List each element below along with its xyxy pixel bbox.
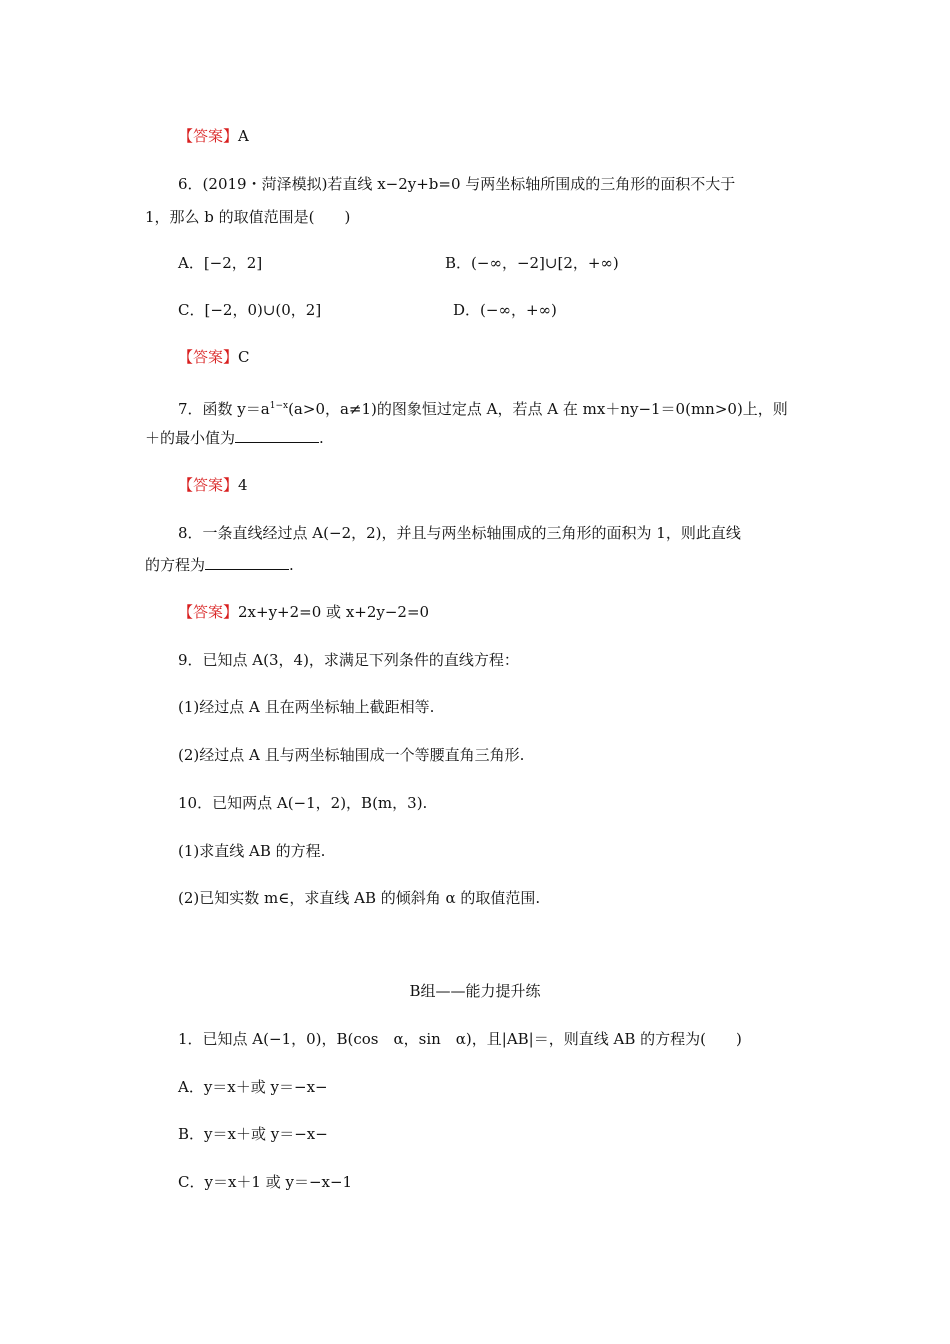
question-7-exponent: 1−x: [269, 401, 289, 411]
question-7-text-c: ＋的最小值为: [145, 429, 236, 447]
question-10-part-1: (1)求直线 AB 的方程.: [178, 842, 326, 860]
answer-tag: 【答案】: [178, 603, 239, 621]
answer-line-8: [178, 602, 429, 622]
question-7-text-a: 7．函数 y＝a: [178, 400, 270, 418]
question-6-option-c: C．[−2，0)∪(0，2]: [178, 301, 322, 319]
b-question-1-option-a: A．y＝x＋或 y＝−x−: [178, 1078, 328, 1096]
answer-tag: 【答案】: [178, 127, 239, 145]
answer-line-6: [178, 347, 250, 367]
section-b-title: B组——能力提升练: [409, 982, 541, 1000]
question-7-line-1: [178, 396, 788, 419]
answer-value: A: [238, 127, 249, 145]
answer-tag: 【答案】: [178, 476, 239, 494]
answer-line-5: [178, 126, 249, 146]
question-8-period: .: [289, 556, 294, 574]
question-6-line-2: 1，那么 b 的取值范围是( ): [145, 208, 351, 226]
question-10-stem: 10．已知两点 A(−1，2)，B(m，3).: [178, 794, 428, 812]
question-6-option-d: D．(−∞，+∞): [453, 301, 557, 319]
question-8-text: 的方程为: [145, 556, 206, 574]
question-7-period: .: [319, 429, 324, 447]
answer-value: 2x+y+2=0 或 x+2y−2=0: [238, 603, 430, 621]
answer-blank[interactable]: [205, 555, 289, 570]
question-9-part-1: (1)经过点 A 且在两坐标轴上截距相等.: [178, 698, 435, 716]
b-question-1-option-b: B．y＝x＋或 y＝−x−: [178, 1125, 328, 1143]
answer-line-7: [178, 475, 248, 495]
question-8-line-2: [145, 555, 294, 575]
question-6-option-b: B．(−∞，−2]∪[2，+∞): [445, 254, 619, 272]
question-8-line-1: 8．一条直线经过点 A(−2，2)，并且与两坐标轴围成的三角形的面积为 1，则此直线: [178, 524, 741, 542]
question-6-option-a: A．[−2，2]: [178, 254, 263, 272]
question-7-line-2: [145, 428, 324, 448]
answer-value: C: [238, 348, 250, 366]
b-question-1-stem: 1．已知点 A(−1，0)，B(cos α，sin α)，且|AB|＝，则直线 AB 的方程为( ): [178, 1030, 742, 1048]
answer-blank[interactable]: [235, 428, 319, 443]
question-9-stem: 9．已知点 A(3，4)，求满足下列条件的直线方程：: [178, 651, 519, 669]
answer-tag: 【答案】: [178, 348, 239, 366]
question-6-line-1: 6．(2019・菏泽模拟)若直线 x−2y+b=0 与两坐标轴所围成的三角形的面积不大于: [178, 175, 736, 193]
question-10-part-2: (2)已知实数 m∈，求直线 AB 的倾斜角 α 的取值范围.: [178, 889, 541, 907]
question-9-part-2: (2)经过点 A 且与两坐标轴围成一个等腰直角三角形.: [178, 746, 525, 764]
b-question-1-option-c: C．y＝x＋1 或 y＝−x−1: [178, 1173, 353, 1191]
answer-value: 4: [238, 476, 248, 494]
question-7-text-b: (a>0，a≠1)的图象恒过定点 A，若点 A 在 mx＋ny−1＝0(mn>0)上，则: [288, 400, 788, 418]
